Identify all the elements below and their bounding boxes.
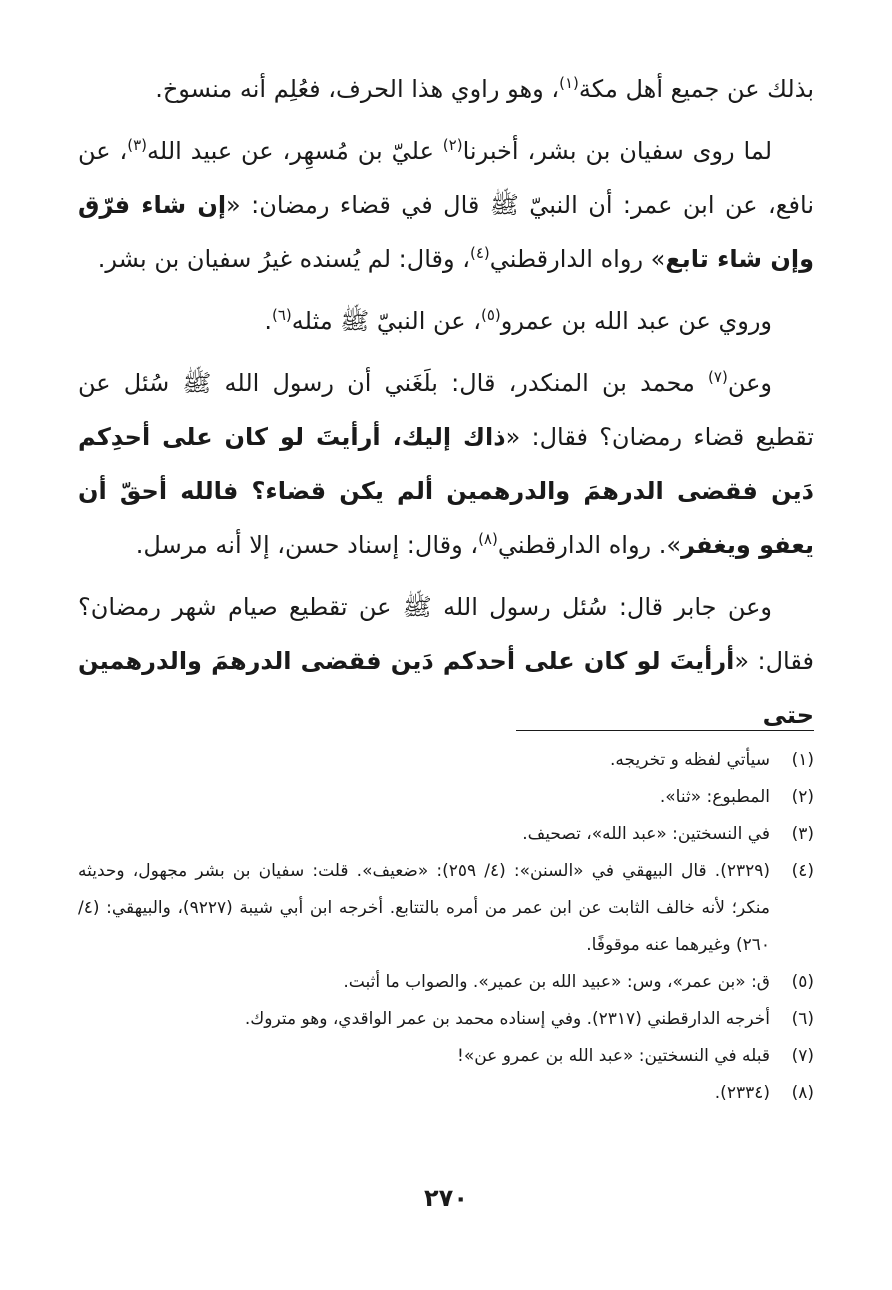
text-run: وروي عن عبد الله بن عمرو <box>500 307 772 335</box>
footnote-4 <box>78 853 814 964</box>
footnote-2 <box>78 779 814 816</box>
paragraph-2 <box>78 124 814 286</box>
footnote-ref-5[interactable]: (٥) <box>481 306 501 324</box>
paragraph-4 <box>78 356 814 572</box>
book-page <box>78 62 814 1242</box>
paragraph-5 <box>78 580 814 742</box>
footnote-ref-7[interactable]: (٧) <box>708 368 728 386</box>
text-run: ، عن النبيّ ﷺ مثله <box>291 307 481 335</box>
hadith-quote: ذاك إليك، أرأيتَ لو كان على أحدِكم دَين فقضى الدرهمَ والدرهمين ألم يكن قضاء؟ فالله أحقّ أن يعفو ويغفر <box>78 423 814 559</box>
text-run: لما روى سفيان بن بشر، أخبرنا <box>462 137 773 165</box>
footnote-text: (٢٣٣٤). <box>714 1083 770 1103</box>
footnote-ref-6[interactable]: (٦) <box>271 306 292 324</box>
hadith-quote: أرأيتَ لو كان على أحدكم دَين فقضى الدرهمَ والدرهمين حتى <box>78 647 814 729</box>
footnote-ref-3[interactable]: (٣) <box>127 136 148 154</box>
paragraph-1 <box>78 62 814 116</box>
footnote-1 <box>78 742 814 779</box>
footnote-7 <box>78 1038 814 1075</box>
footnote-number: (٧) <box>791 1046 814 1066</box>
footnote-text: سيأتي لفظه و تخريجه. <box>609 750 770 770</box>
footnote-number: (٣) <box>791 824 814 844</box>
footnote-divider <box>516 730 814 731</box>
footnotes-section <box>78 742 814 1112</box>
footnote-number: (٤) <box>791 861 814 881</box>
hadith-quote: إن شاء فرّق وإن شاء تابع <box>78 191 814 273</box>
footnote-number: (٨) <box>791 1083 814 1103</box>
footnote-ref-1[interactable]: (١) <box>559 74 579 92</box>
text-run: وعن جابر قال: سُئل رسول الله ﷺ عن تقطيع صيام شهر رمضان؟ فقال: « <box>78 593 814 675</box>
footnote-3 <box>78 816 814 853</box>
footnote-number: (٥) <box>791 972 814 992</box>
text-run: . <box>264 307 272 335</box>
footnote-5 <box>78 964 814 1001</box>
text-run: بذلك عن جميع أهل مكة <box>578 75 814 103</box>
footnote-text: (٢٣٢٩). قال البيهقي في «السنن»: (٤/ ٢٥٩): «ضعيف». قلت: سفيان بن بشر مجهول، وحديثه منكر؛ لأنه خالف الثابت عن ابن عمر من أمره بالتتابع. أخرجه ابن أبي شيبة (٩٢٢٧)، والبيهقي: (٤/ ٢٦٠) وغيرهما عنه موقوفًا. <box>78 861 771 955</box>
footnote-6 <box>78 1001 814 1038</box>
text-run: وعن <box>727 369 772 397</box>
text-run: محمد بن المنكدر، قال: بلَغَني أن رسول الله ﷺ سُئل عن تقطيع قضاء رمضان؟ فقال: « <box>78 369 814 451</box>
footnote-8 <box>78 1075 814 1112</box>
footnote-ref-2[interactable]: (٢) <box>442 136 463 154</box>
footnote-number: (٢) <box>791 787 814 807</box>
text-run: ، وقال: إسناد حسن، إلا أنه مرسل. <box>135 531 479 559</box>
page-number: ٢٧٠ <box>424 1184 468 1212</box>
footnote-text: أخرجه الدارقطني (٢٣١٧). وفي إسناده محمد بن عمر الواقدي، وهو متروك. <box>244 1009 770 1029</box>
footnote-text: قبله في النسختين: «عبد الله بن عمرو عن»! <box>457 1046 770 1066</box>
text-run: ». رواه الدارقطني <box>497 531 682 559</box>
paragraph-3 <box>78 294 814 348</box>
footnote-ref-4[interactable]: (٤) <box>469 244 490 262</box>
text-run: ، عن نافع، عن ابن عمر: أن النبيّ ﷺ قال في قضاء رمضان: « <box>78 137 814 219</box>
footnote-number: (١) <box>791 750 814 770</box>
footnote-text: المطبوع: «ثنا». <box>659 787 770 807</box>
text-run: ، وقال: لم يُسنده غيرُ سفيان بن بشر. <box>97 245 470 273</box>
footnote-number: (٦) <box>791 1009 814 1029</box>
text-run: ، وهو راوي هذا الحرف، فعُلِم أنه منسوخ. <box>155 75 560 103</box>
text-run: عليّ بن مُسهِر، عن عبيد الله <box>147 137 443 165</box>
footnote-text: في النسختين: «عبد الله»، تصحيف. <box>522 824 770 844</box>
text-run: » رواه الدارقطني <box>489 245 666 273</box>
footnote-ref-8[interactable]: (٨) <box>478 530 498 548</box>
footnote-text: ق: «بن عمر»، وس: «عبيد الله بن عمير». والصواب ما أثبت. <box>343 972 770 992</box>
